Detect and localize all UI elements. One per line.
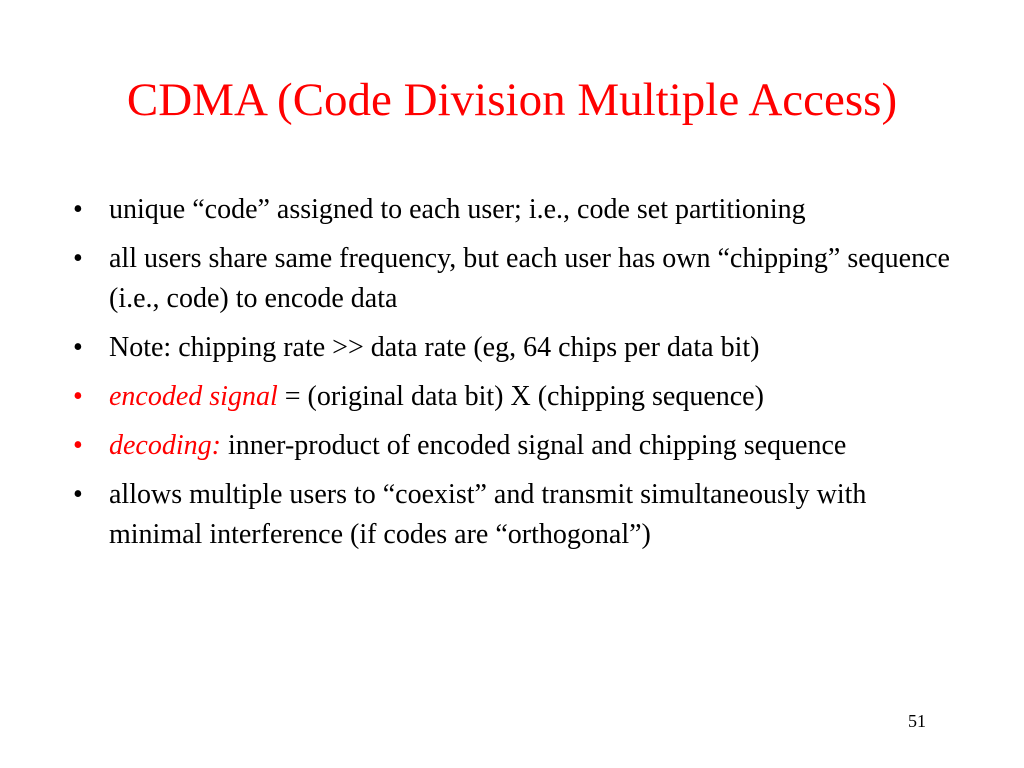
bullet-item (70, 190, 950, 230)
bullet-item (70, 377, 950, 417)
bullet-text: allows multiple users to “coexist” and transmit simultaneously with minimal interference (if codes are “orthogonal”) (109, 479, 867, 550)
bullet-marker: • (73, 479, 83, 510)
bullet-marker: • (73, 332, 83, 363)
bullet-item (70, 475, 950, 555)
bullet-list (70, 190, 950, 564)
bullet-text: inner-product of encoded signal and chipping sequence (220, 430, 847, 461)
page-number: 51 (908, 711, 926, 731)
slide-title: CDMA (Code Division Multiple Access) (126, 74, 898, 126)
bullet-emphasis: encoded signal (109, 381, 278, 412)
bullet-text: all users share same frequency, but each user has own “chipping” sequence (i.e., code) to encode data (109, 243, 950, 314)
bullet-marker: • (73, 381, 83, 412)
bullet-marker: • (73, 243, 83, 274)
bullet-text: = (original data bit) X (chipping sequence) (277, 381, 764, 412)
bullet-emphasis: decoding: (109, 430, 221, 461)
bullet-item (70, 328, 950, 368)
bullet-item (70, 239, 950, 319)
bullet-text: Note: chipping rate >> data rate (eg, 64 chips per data bit) (109, 332, 760, 363)
bullet-marker: • (73, 430, 83, 461)
bullet-text: unique “code” assigned to each user; i.e., code set partitioning (109, 194, 806, 225)
bullet-item (70, 426, 950, 466)
bullet-marker: • (73, 194, 83, 225)
